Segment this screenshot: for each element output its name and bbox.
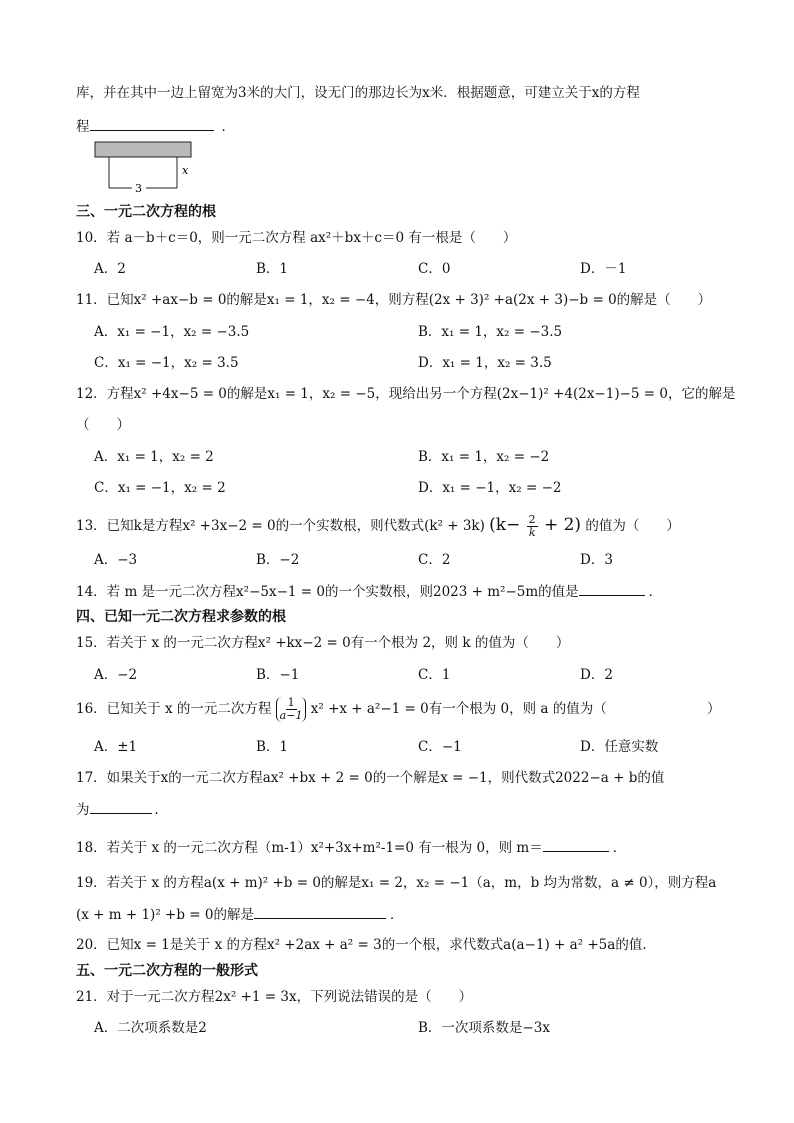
q17-prefix: 为 — [76, 802, 90, 818]
q13-paren-left: (k− — [489, 515, 521, 535]
q16-frac-den: a−1 — [279, 709, 303, 722]
q13-stem — [76, 514, 680, 539]
section-title-5: 五、一元二次方程的一般形式 — [76, 963, 258, 979]
q19-suffix: ． — [389, 907, 404, 923]
q13-option-a[interactable]: A．−3 — [94, 552, 138, 568]
fence-diagram — [92, 140, 202, 195]
q14-line — [76, 582, 662, 601]
q16-option-c[interactable]: C．−1 — [418, 739, 462, 755]
q21-option-b[interactable]: B．一次项系数是−3x — [418, 1020, 550, 1036]
q11-option-c[interactable]: C．x₁ = −1，x₂ = 3.5 — [94, 355, 239, 371]
q10-option-c[interactable]: C．0 — [418, 261, 451, 277]
q16-fraction — [276, 697, 307, 722]
q15-option-b[interactable]: B．−1 — [256, 667, 300, 683]
q12-option-d[interactable]: D．x₁ = −1，x₂ = −2 — [418, 480, 562, 496]
q14-suffix: ． — [648, 584, 663, 600]
q14-blank[interactable] — [579, 582, 645, 596]
label-3: 3 — [135, 182, 142, 195]
q18-suffix: ． — [612, 840, 627, 856]
q19-line-2 — [76, 905, 403, 924]
q12-stem-2: （ ） — [76, 417, 130, 433]
q18-line — [76, 838, 626, 857]
q10-option-a[interactable]: A．2 — [94, 261, 126, 277]
q16-option-d[interactable]: D．任意实数 — [580, 739, 659, 755]
q19-prefix: (x + m + 1)² +b = 0的解是 — [76, 907, 254, 923]
q11-stem: 11．已知x² +ax−b = 0的解是x₁ = 1，x₂ = −4，则方程(2x + 3)² +a(2x + 3)−b = 0的解是（ ） — [76, 292, 712, 308]
q16-stem-a: 16．已知关于 x 的一元二次方程 — [76, 701, 272, 717]
q15-option-d[interactable]: D．2 — [580, 667, 613, 683]
q16-stem-c: ） — [707, 701, 721, 717]
intro-line-1: 库，并在其中一边上留宽为3米的大门，设无门的那边长为x米．根据题意，可建立关于x的方程 — [76, 85, 640, 101]
section-title-4: 四、已知一元二次方程求参数的根 — [76, 609, 286, 625]
intro-line-2 — [76, 117, 235, 136]
q12-option-a[interactable]: A．x₁ = 1，x₂ = 2 — [94, 449, 214, 465]
answer-blank[interactable] — [90, 117, 214, 131]
q13-option-b[interactable]: B．−2 — [256, 552, 300, 568]
q12-option-c[interactable]: C．x₁ = −1，x₂ = 2 — [94, 480, 226, 496]
q16-option-a[interactable]: A．±1 — [94, 739, 138, 755]
q18-stem: 18．若关于 x 的一元二次方程（m-1）x²+3x+m²-1=0 有一根为 0，则 m＝ — [76, 840, 543, 856]
section-title-3: 三、一元二次方程的根 — [76, 204, 216, 220]
q16-stem-b: x² +x + a²−1 = 0有一个根为 0，则 a 的值为（ — [310, 701, 607, 717]
q19-stem: 19．若关于 x 的方程a(x + m)² +b = 0的解是x₁ = 2，x₂ = −1（a，m，b 均为常数，a ≠ 0），则方程a — [76, 875, 717, 891]
q18-blank[interactable] — [543, 838, 609, 852]
q13-frac-den: k — [528, 526, 536, 539]
q12-option-b[interactable]: B．x₁ = 1，x₂ = −2 — [418, 449, 550, 465]
q21-option-a[interactable]: A．二次项系数是2 — [94, 1020, 207, 1036]
q21-stem: 21．对于一元二次方程2x² +1 = 3x，下列说法错误的是（ ） — [76, 989, 473, 1005]
q16-frac-num: 1 — [287, 696, 295, 709]
q15-option-a[interactable]: A．−2 — [94, 667, 138, 683]
intro-line-2-suffix: ． — [221, 119, 235, 135]
q17-line-2 — [76, 800, 168, 819]
q12-stem: 12．方程x² +4x−5 = 0的解是x₁ = 1，x₂ = −5，现给出另一个方程(2x−1)² +4(2x−1)−5 = 0，它的解是 — [76, 386, 736, 402]
intro-line-2-prefix: 程 — [76, 119, 90, 135]
q13-option-c[interactable]: C．2 — [418, 552, 451, 568]
q11-option-a[interactable]: A．x₁ = −1，x₂ = −3.5 — [94, 324, 250, 340]
q13-paren-right: + 2) — [543, 515, 582, 535]
q17-stem: 17．如果关于x的一元二次方程ax² +bx + 2 = 0的一个解是x = −1，则代数式2022−a + b的值 — [76, 770, 665, 786]
q10-option-d[interactable]: D．－1 — [580, 261, 627, 277]
q13-frac-num: 2 — [528, 513, 536, 526]
q16-stem — [76, 697, 721, 722]
q13-option-d[interactable]: D．3 — [580, 552, 613, 568]
q11-option-d[interactable]: D．x₁ = 1，x₂ = 3.5 — [418, 355, 552, 371]
q10-option-b[interactable]: B．1 — [256, 261, 289, 277]
q17-blank[interactable] — [90, 800, 152, 814]
q15-stem: 15．若关于 x 的一元二次方程x² +kx−2 = 0有一个根为 2，则 k 的值为（ ） — [76, 635, 570, 651]
q13-stem-a: 13．已知k是方程x² +3x−2 = 0的一个实数根，则代数式(k² + 3k) — [76, 518, 485, 534]
label-x: x — [182, 164, 189, 177]
q16-option-b[interactable]: B．1 — [256, 739, 289, 755]
q13-fraction — [527, 514, 538, 539]
q11-option-b[interactable]: B．x₁ = 1，x₂ = −3.5 — [418, 324, 563, 340]
q17-suffix: ． — [154, 802, 168, 818]
wall-rect — [95, 142, 191, 157]
q13-stem-b: 的值为（ ） — [585, 518, 680, 534]
q15-option-c[interactable]: C．1 — [418, 667, 451, 683]
q14-stem: 14．若 m 是一元二次方程x²−5x−1 = 0的一个实数根，则2023 + m²−5m的值是 — [76, 584, 579, 600]
q19-blank[interactable] — [254, 905, 386, 919]
q10-stem: 10．若 a－b＋c＝0，则一元二次方程 ax²＋bx＋c＝0 有一根是（ ） — [76, 230, 517, 246]
q20-stem: 20．已知x = 1是关于 x 的方程x² +2ax + a² = 3的一个根，求代数式a(a−1) + a² +5a的值． — [76, 937, 656, 953]
